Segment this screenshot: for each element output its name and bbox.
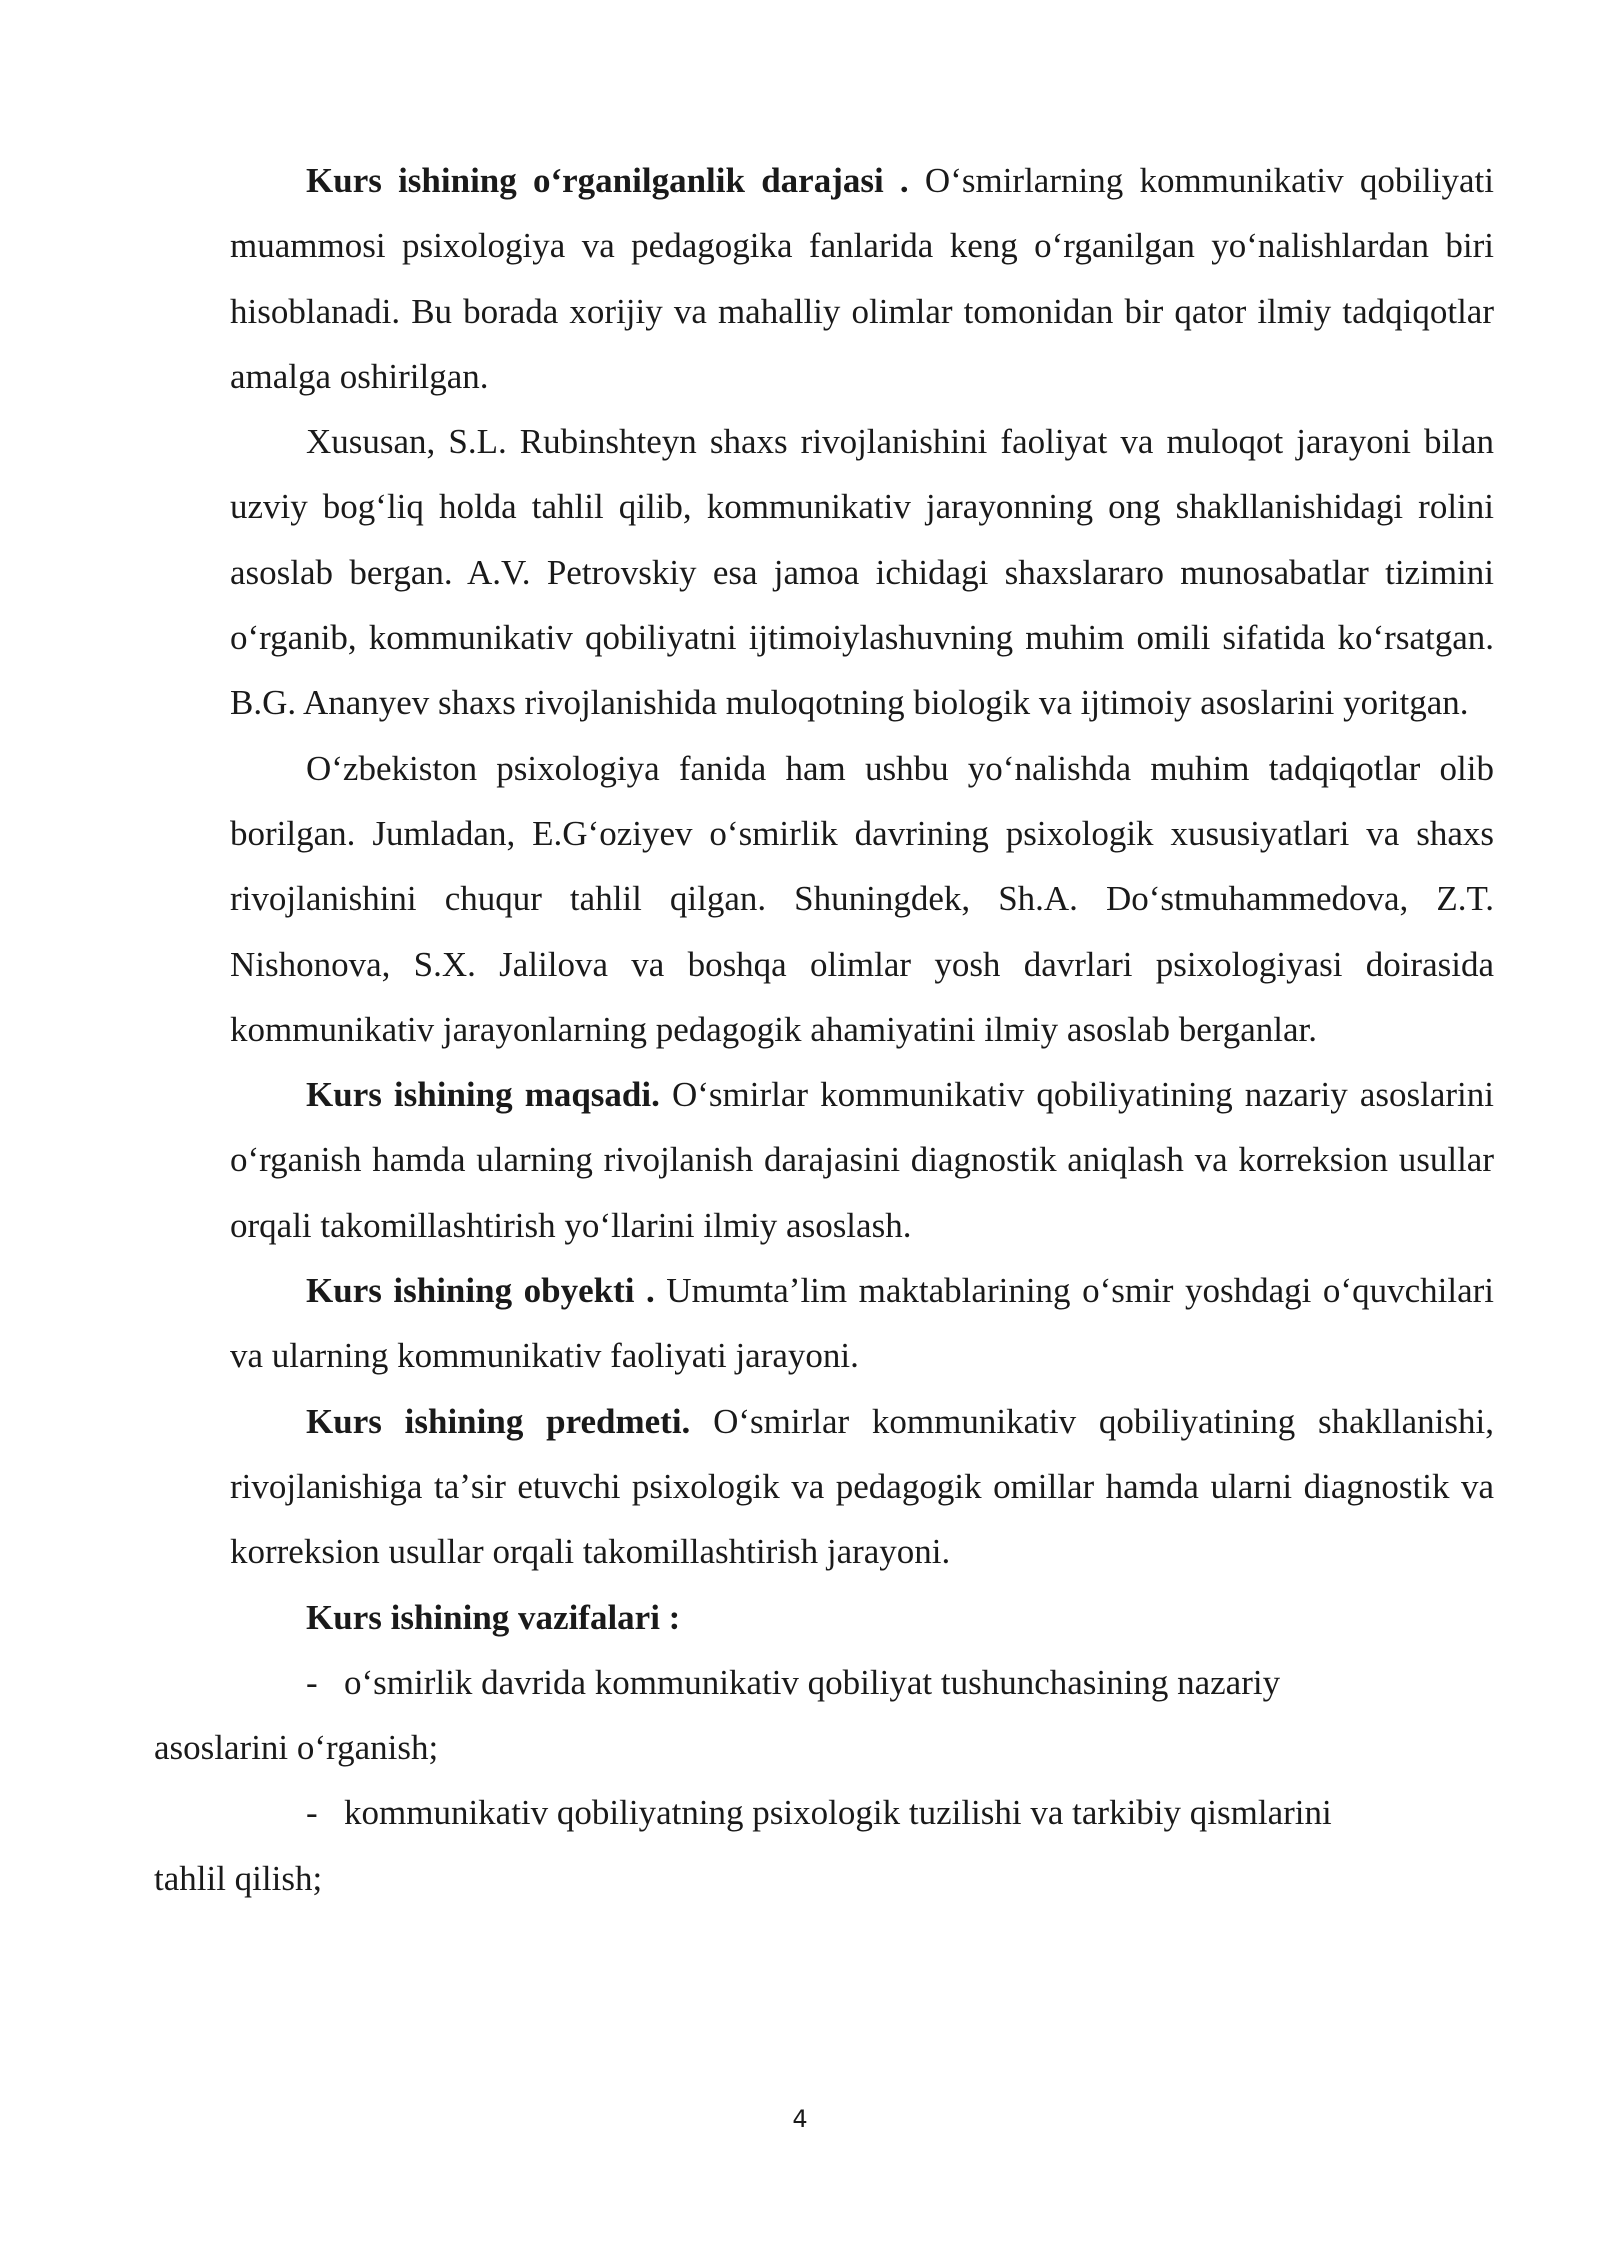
- heading-goal: Kurs ishining maqsadi.: [306, 1075, 660, 1115]
- task-text-1-line2: asoslarini oʻrganish;: [154, 1728, 439, 1768]
- heading-study-level: Kurs ishining oʻrganilganlik darajasi .: [306, 161, 909, 200]
- document-body: [154, 148, 1494, 1911]
- paragraph-tasks-heading: [230, 1585, 1494, 1650]
- heading-subject: Kurs ishining predmeti.: [306, 1401, 691, 1441]
- text-researchers-uzbek: Oʻzbekiston psixologiya fanida ham ushbu yoʻnalishda muhim tadqiqotlar olib borilgan. Jumladan, E.Gʻoziyev oʻsmirlik davrining psixologik xususiyatlari va shaxs rivojlanishini chuqur tahlil qilgan. Shuningdek, Sh.A. Doʻstmuhammedova, Z.T. Nishonova, S.X. Jalilova va boshqa olimlar yosh davrlari psixologiyasi doirasida kommunikativ jarayonlarning pedagogik ahamiyatini ilmiy asoslab berganlar.: [230, 748, 1494, 1049]
- text-researchers-foreign: Xususan, S.L. Rubinshteyn shaxs rivojlanishini faoliyat va muloqot jarayoni bilan uzviy bogʻliq holda tahlil qilib, kommunikativ jarayonning ong shakllanishidagi rolini asoslab bergan. A.V. Petrovskiy esa jamoa ichidagi shaxslararo munosabatlar tizimini oʻrganib, kommunikativ qobiliyatni ijtimoiylashuvning muhim omili sifatida koʻrsatgan. B.G. Ananyev shaxs rivojlanishida muloqotning biologik va ijtimoiy asoslarini yoritgan.: [230, 422, 1494, 723]
- task-item-1: [154, 1650, 1494, 1781]
- text-goal: Oʻsmirlar kommunikativ qobiliyatining nazariy asoslarini oʻrganish hamda ularning rivojlanish darajasini diagnostik aniqlash va korreksion usullar orqali takomillashtirish yoʻllarini ilmiy asoslash.: [230, 1075, 1494, 1245]
- paragraph-goal: [230, 1062, 1494, 1258]
- task-text-2-line2: tahlil qilish;: [154, 1858, 323, 1898]
- task-dash-1: -: [306, 1662, 318, 1702]
- task-text-1-line1: oʻsmirlik davrida kommunikativ qobiliyat tushunchasining nazariy: [344, 1662, 1281, 1702]
- heading-tasks: Kurs ishining vazifalari :: [306, 1597, 681, 1637]
- paragraph-researchers-foreign: [230, 409, 1494, 735]
- paragraph-object: [230, 1258, 1494, 1389]
- text-study-level: Oʻsmirlarning kommunikativ qobiliyati muammosi psixologiya va pedagogika fanlarida keng oʻrganilgan yoʻnalishlardan biri hisoblanadi. Bu borada xorijiy va mahalliy olimlar tomonidan bir qator ilmiy tadqiqotlar amalga oshirilgan.: [230, 161, 1494, 396]
- task-text-2-line1: kommunikativ qobiliyatning psixologik tuzilishi va tarkibiy qismlarini: [344, 1793, 1332, 1833]
- task-item-2: [154, 1780, 1494, 1911]
- task-dash-2: -: [306, 1793, 318, 1833]
- paragraph-subject: [230, 1389, 1494, 1585]
- paragraph-researchers-uzbek: [230, 736, 1494, 1062]
- heading-object: Kurs ishining obyekti .: [306, 1271, 655, 1311]
- text-subject: Oʻsmirlar kommunikativ qobiliyatining shakllanishi, rivojlanishiga taʼsir etuvchi psixologik va pedagogik omillar hamda ularni diagnostik va korreksion usullar orqali takomillashtirish jarayoni.: [230, 1401, 1494, 1572]
- paragraph-study-level: [230, 148, 1494, 409]
- page-number: 4: [792, 2105, 808, 2133]
- text-object: Umumtaʼlim maktablarining oʻsmir yoshdagi oʻquvchilari va ularning kommunikativ faoliyati jarayoni.: [230, 1271, 1494, 1376]
